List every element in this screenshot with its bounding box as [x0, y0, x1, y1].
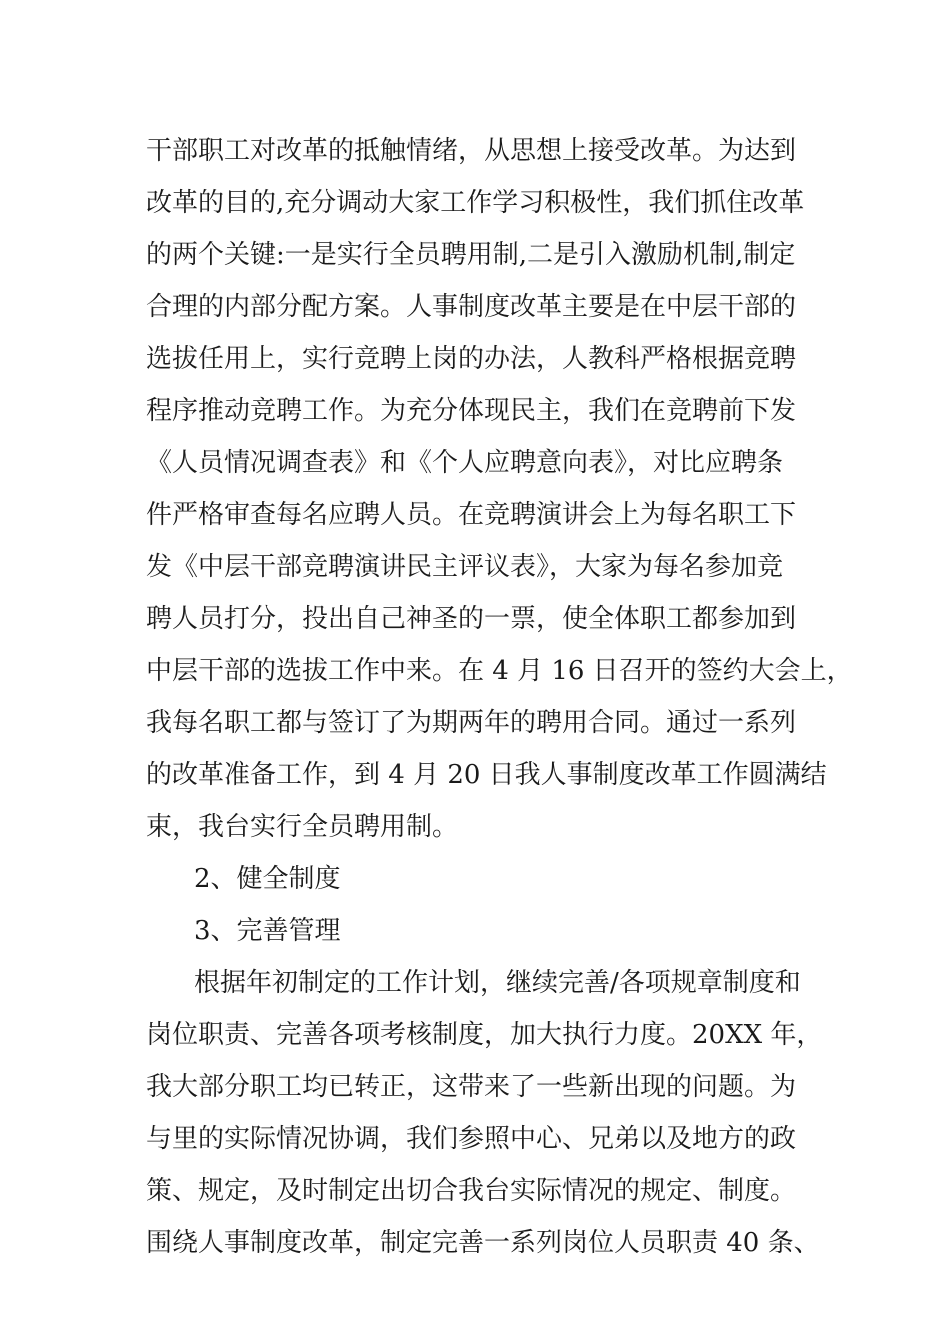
text-line: 与里的实际情况协调，我们参照中心、兄弟以及地方的政 [146, 1124, 797, 1154]
text-line: 策、规定，及时制定出切合我台实际情况的规定、制度。 [146, 1176, 797, 1206]
text-line: 束，我台实行全员聘用制。 [146, 812, 459, 842]
text-line: 发《中层干部竞聘演讲民主评议表》，大家为每名参加竞 [146, 552, 784, 582]
text-line: 聘人员打分，投出自己神圣的一票，使全体职工都参加到 [146, 604, 797, 634]
body-text [146, 125, 853, 1269]
text-line: 的改革准备工作，到 4 月 20 日我人事制度改革工作圆满结 [146, 760, 827, 790]
text-line: 中层干部的选拔工作中来。在 4 月 16 日召开的签约大会上， [146, 656, 853, 686]
text-line: 围绕人事制度改革，制定完善一系列岗位人员职责 40 条、 [146, 1228, 820, 1258]
text-line: 根据年初制定的工作计划，继续完善/各项规章制度和 [194, 968, 801, 998]
text-line: 3、完善管理 [194, 916, 341, 946]
text-line: 干部职工对改革的抵触情绪，从思想上接受改革。为达到 [146, 136, 797, 166]
text-line: 件严格审查每名应聘人员。在竞聘演讲会上为每名职工下 [146, 500, 797, 530]
text-line: 我每名职工都与签订了为期两年的聘用合同。通过一系列 [146, 708, 797, 738]
text-line: 我大部分职工均已转正，这带来了一些新出现的问题。为 [146, 1072, 797, 1102]
text-line: 岗位职责、完善各项考核制度，加大执行力度。20XX 年， [146, 1020, 823, 1050]
text-line: 程序推动竞聘工作。为充分体现民主，我们在竞聘前下发 [146, 396, 797, 426]
text-line: 选拔任用上，实行竞聘上岗的办法，人教科严格根据竞聘 [146, 344, 797, 374]
text-line: 合理的内部分配方案。人事制度改革主要是在中层干部的 [146, 292, 797, 322]
text-line: 《人员情况调查表》和《个人应聘意向表》，对比应聘条 [146, 448, 784, 478]
text-line: 2、健全制度 [194, 864, 341, 894]
text-line: 改革的目的,充分调动大家工作学习积极性，我们抓住改革 [146, 188, 805, 218]
text-line: 的两个关键:一是实行全员聘用制,二是引入激励机制,制定 [146, 240, 796, 270]
